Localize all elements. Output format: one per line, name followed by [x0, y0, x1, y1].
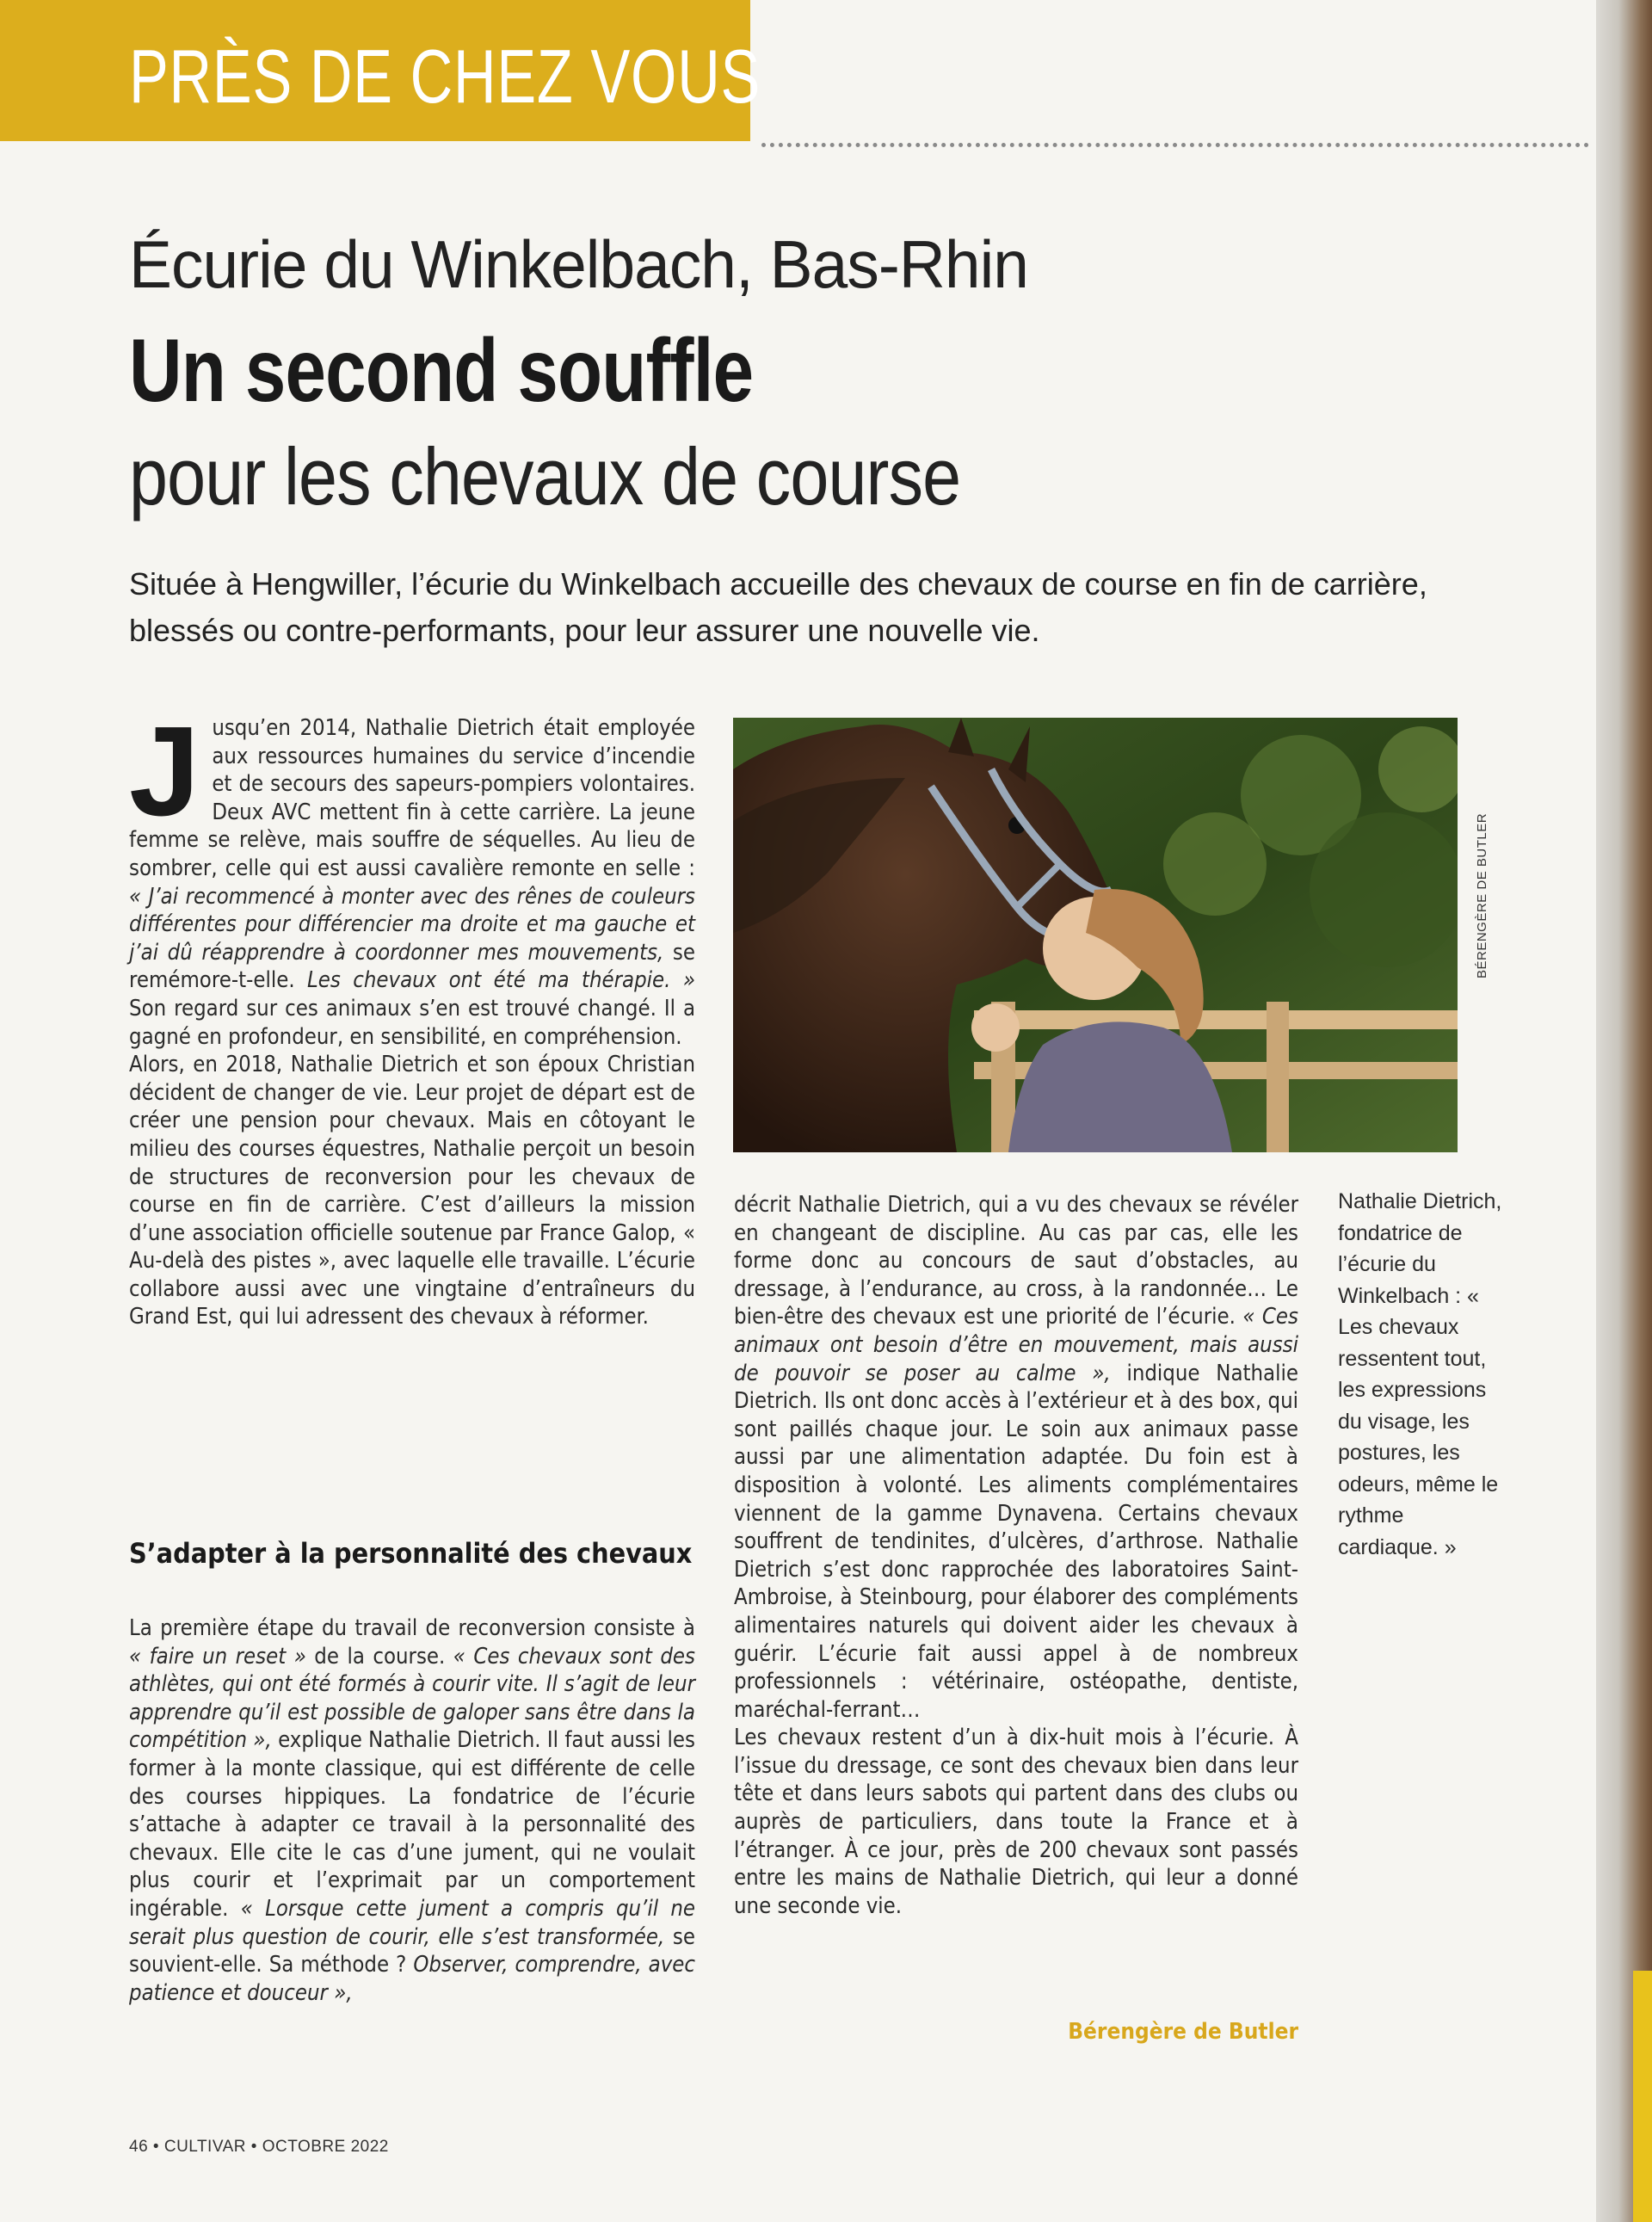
paragraph-1	[129, 701, 695, 1051]
p3-c: explique Nathalie Dietrich. Il faut aussi les former à la monte classique, qui est différente de celle des courses hippiques. La fondatrice de l’écurie s’attache à adapter ce travail à la personnalité des chevaux. Elle cite le cas d’une jument, qui ne voulait plus courir et l’exprimait par un comportement ingérable.	[129, 1727, 695, 1922]
subhead: S’adapter à la personnalité des chevaux	[129, 1537, 693, 1570]
c2-quote: « Ces animaux ont besoin d’être en mouvement, mais aussi de pouvoir se poser au calme »,	[734, 1304, 1298, 1386]
p3-d: se souvient-elle. Sa méthode ?	[129, 1923, 695, 1978]
p1-quote2: Les chevaux ont été ma thérapie. »	[307, 967, 695, 994]
article-photo	[733, 718, 1458, 1152]
dropcap: J	[129, 701, 200, 843]
page-edge-tab	[1633, 1971, 1652, 2222]
dotted-rule	[761, 143, 1589, 147]
p3-q4: Observer, comprendre, avec patience et douceur »,	[129, 1952, 695, 2006]
standfirst: Située à Hengwiller, l’écurie du Winkelbach accueille des chevaux de course en fin de carrière, blessés ou contre-performants, pour leur assurer une nouvelle vie.	[129, 566, 1427, 648]
p1-mid: se remémore-t-elle.	[129, 939, 695, 994]
p1-quote: « J’ai recommencé à monter avec des rênes de couleurs différentes pour différencier ma droite et ma gauche et j’ai dû réapprendre à coordonner mes mouvements,	[129, 883, 695, 966]
paragraph-5: Les chevaux restent d’un à dix-huit mois à l’écurie. À l’issue du dressage, ce sont des chevaux bien dans leur tête et dans leurs sabots qui partent dans des clubs ou auprès de particuliers, dans toute la France et à l’étranger. À ce jour, près de 200 chevaux sont passés entre les mains de Nathalie Dietrich, qui leur a donné une seconde vie.	[734, 1725, 1298, 1919]
c2-a: décrit Nathalie Dietrich, qui a vu des chevaux se révéler en changeant de discipline. Au cas par cas, elle les forme donc au concours de saut d’obstacles, au dressage, à l’endurance, au cross, à la randonnée… Le bien-être des chevaux est une priorité de l’écurie.	[734, 1192, 1298, 1330]
horse-kiss-illustration	[733, 718, 1458, 1152]
p3-q3: « Lorsque cette jument a compris qu’il ne serait plus question de courir, elle s’est transformée,	[129, 1895, 696, 1950]
author-signature: Bérengère de Butler	[1068, 2019, 1298, 2045]
p1-end: Son regard sur ces animaux s’en est trouvé changé. Il a gagné en profondeur, en sensibilité, en compréhension.	[129, 995, 695, 1050]
p3-q1: « faire un reset »	[129, 1643, 306, 1670]
article-column-1-bottom	[129, 1614, 695, 2007]
photo-caption: Nathalie Dietrich, fondatrice de l’écurie du Winkelbach : « Les chevaux ressentent tout, les expressions du visage, les postures, les odeurs, même le rythme cardiaque. »	[1338, 1189, 1502, 1559]
photo-credit: BÉRENGÈRE DE BUTLER	[1475, 812, 1489, 978]
headline-sub: pour les chevaux de course	[129, 431, 961, 522]
rubric-banner	[0, 0, 761, 141]
article-column-2	[734, 1191, 1298, 1920]
p3-q2: « Ces chevaux sont des athlètes, qui ont été formés à courir vite. Il s’agit de leur apprendre qu’il est possible de galoper sans être dans la compétition »,	[129, 1643, 695, 1754]
p3-a: La première étape du travail de reconversion consiste à	[129, 1615, 695, 1641]
rubric-label: PRÈS DE CHEZ VOUS	[129, 34, 761, 119]
c2-b: indique Nathalie Dietrich. Ils ont donc accès à l’extérieur et à des box, qui sont paillés chaque jour. Le soin aux animaux passe aussi par une alimentation adaptée. Du foin est à disposition à volonté. Les aliments complémentaires viennent de la gamme Dynavena. Certains chevaux souffrent de tendinites, d’ulcères, d’arthrose. Nathalie Dietrich s’est donc rapprochée des laboratoires Saint-Ambroise, à Steinbourg, pour élaborer des compléments alimentaires naturels qui doivent aider les chevaux à guérir. L’écurie fait aussi appel à de nombreux professionnels : vétérinaire, ostéopathe, dentiste, maréchal-ferrant…	[734, 1360, 1298, 1723]
paragraph-3	[129, 1614, 695, 2007]
page-footer: 46 • CULTIVAR • OCTOBRE 2022	[129, 2138, 389, 2156]
p3-b: de la course.	[305, 1643, 453, 1670]
article-column-1-top	[129, 701, 695, 1331]
paragraph-4	[734, 1191, 1298, 1724]
p1-intro: usqu’en 2014, Nathalie Dietrich était employée aux ressources humaines du service d’incendie et de secours des sapeurs-pompiers volontaires. Deux AVC mettent fin à cette carrière. La jeune femme se relève, mais souffre de séquelles. Au lieu de sombrer, celle qui est aussi cavalière remonte en selle :	[129, 715, 695, 881]
paragraph-2: Alors, en 2018, Nathalie Dietrich et son époux Christian décident de changer de vie. Leur projet de départ est de créer une pension pour chevaux. Mais en côtoyant le milieu des courses équestres, Nathalie perçoit un besoin de structures de reconversion pour les chevaux de course en fin de carrière. C’est d’ailleurs la mission d’une association officielle soutenue par France Galop, « Au-delà des pistes », avec laquelle elle travaille. L’écurie collabore aussi avec une vingtaine d’entraîneurs du Grand Est, qui lui adressent des chevaux à réformer.	[129, 1052, 695, 1330]
page-edge	[1596, 0, 1652, 2222]
headline-main: Un second souffle	[129, 321, 754, 421]
headline-kicker: Écurie du Winkelbach, Bas-Rhin	[129, 226, 1028, 302]
